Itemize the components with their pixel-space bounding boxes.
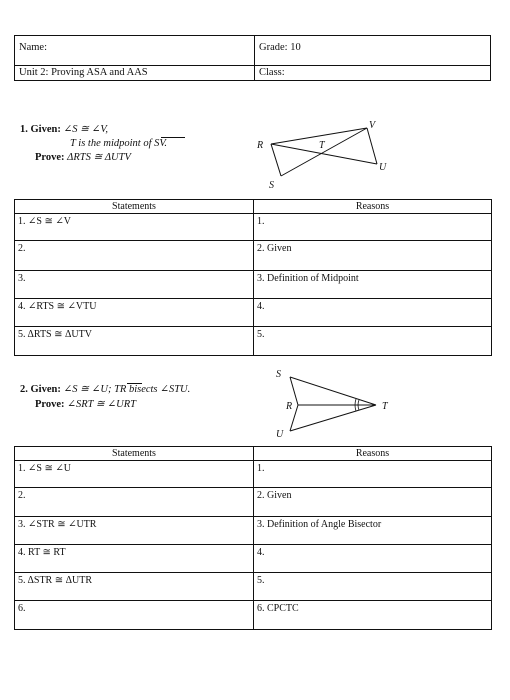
header-divider xyxy=(254,36,255,80)
problem2-given-1: ∠S ≅ ∠U; TR bisects ∠STU. xyxy=(63,384,191,395)
problem1-given-2: T is the midpoint of SV. xyxy=(70,138,168,149)
label-s: S xyxy=(269,180,274,190)
table-row xyxy=(15,241,492,271)
problem1-proof-table xyxy=(14,199,492,356)
table-row xyxy=(15,545,492,573)
statement-cell[interactable]: 5. ΔRTS ≅ ΔUTV xyxy=(15,327,254,356)
reasons-header: Reasons xyxy=(254,447,492,461)
reason-cell[interactable]: 4. xyxy=(254,545,492,573)
problem2-given-label: Given: xyxy=(30,384,61,395)
label-u: U xyxy=(276,429,284,440)
problem1-prove: ΔRTS ≅ ΔUTV xyxy=(67,152,131,163)
statements-header: Statements xyxy=(15,200,254,214)
overline-tr xyxy=(127,383,142,384)
problem2-prove-label: Prove: xyxy=(35,399,65,410)
problem1-figure xyxy=(255,118,395,190)
name-label: Name: xyxy=(19,42,47,53)
segment-st xyxy=(290,377,376,405)
statement-cell[interactable]: 3. ∠STR ≅ ∠UTR xyxy=(15,517,254,545)
class-label: Class: xyxy=(259,67,285,78)
table-row xyxy=(15,299,492,327)
problem2-given-line xyxy=(20,385,190,396)
table-row xyxy=(15,461,492,488)
grade-label: Grade: 10 xyxy=(259,42,301,53)
table-row xyxy=(15,573,492,601)
reason-cell[interactable]: 2. Given xyxy=(254,241,492,271)
statement-cell[interactable]: 2. xyxy=(15,241,254,271)
statement-cell[interactable]: 2. xyxy=(15,488,254,517)
segment-ut xyxy=(290,405,376,431)
problem1-given-1: ∠S ≅ ∠V, xyxy=(63,124,109,135)
label-r: R xyxy=(286,401,293,412)
table-header-row xyxy=(15,447,492,461)
problem1-prove-line xyxy=(35,153,131,164)
statement-cell[interactable]: 3. xyxy=(15,271,254,299)
statement-cell[interactable]: 1. ∠S ≅ ∠V xyxy=(15,214,254,241)
table-row xyxy=(15,488,492,517)
problem1-given-line xyxy=(20,125,108,136)
reason-cell[interactable]: 3. Definition of Angle Bisector xyxy=(254,517,492,545)
overline-sv xyxy=(161,137,185,138)
reason-cell[interactable]: 6. CPCTC xyxy=(254,601,492,630)
problem2-proof-table xyxy=(14,446,492,630)
header-row-bottom xyxy=(15,66,490,80)
reasons-header: Reasons xyxy=(254,200,492,214)
label-u: U xyxy=(379,162,387,173)
problem2-figure xyxy=(268,365,403,440)
problem2-prove: ∠SRT ≅ ∠URT xyxy=(67,399,136,410)
problem1-given-label: Given: xyxy=(30,124,61,135)
problem2-prove-line xyxy=(35,400,136,411)
statement-cell[interactable]: 4. ∠RTS ≅ ∠VTU xyxy=(15,299,254,327)
segment-vu xyxy=(367,128,377,164)
reason-cell[interactable]: 5. xyxy=(254,327,492,356)
statement-cell[interactable]: 6. xyxy=(15,601,254,630)
statement-cell[interactable]: 4. RT ≅ RT xyxy=(15,545,254,573)
table-row xyxy=(15,271,492,299)
reason-cell[interactable]: 1. xyxy=(254,461,492,488)
header-row-top xyxy=(15,36,490,66)
unit-label: Unit 2: Proving ASA and AAS xyxy=(19,67,148,78)
label-t: T xyxy=(319,140,325,151)
label-t: T xyxy=(382,401,388,412)
label-s: S xyxy=(276,369,281,380)
reason-cell[interactable]: 5. xyxy=(254,573,492,601)
table-header-row xyxy=(15,200,492,214)
label-r: R xyxy=(257,140,264,151)
reason-cell[interactable]: 1. xyxy=(254,214,492,241)
table-row xyxy=(15,517,492,545)
reason-cell[interactable]: 4. xyxy=(254,299,492,327)
table-row xyxy=(15,601,492,630)
problem1-number: 1. xyxy=(20,124,28,135)
label-v: V xyxy=(369,120,376,131)
worksheet-header xyxy=(14,35,491,81)
statements-header: Statements xyxy=(15,447,254,461)
reason-cell[interactable]: 2. Given xyxy=(254,488,492,517)
table-row xyxy=(15,214,492,241)
problem1-prove-label: Prove: xyxy=(35,152,65,163)
statement-cell[interactable]: 5. ΔSTR ≅ ΔUTR xyxy=(15,573,254,601)
problem2-number: 2. xyxy=(20,384,28,395)
statement-cell[interactable]: 1. ∠S ≅ ∠U xyxy=(15,461,254,488)
table-row xyxy=(15,327,492,356)
reason-cell[interactable]: 3. Definition of Midpoint xyxy=(254,271,492,299)
segment-rs xyxy=(271,144,281,176)
